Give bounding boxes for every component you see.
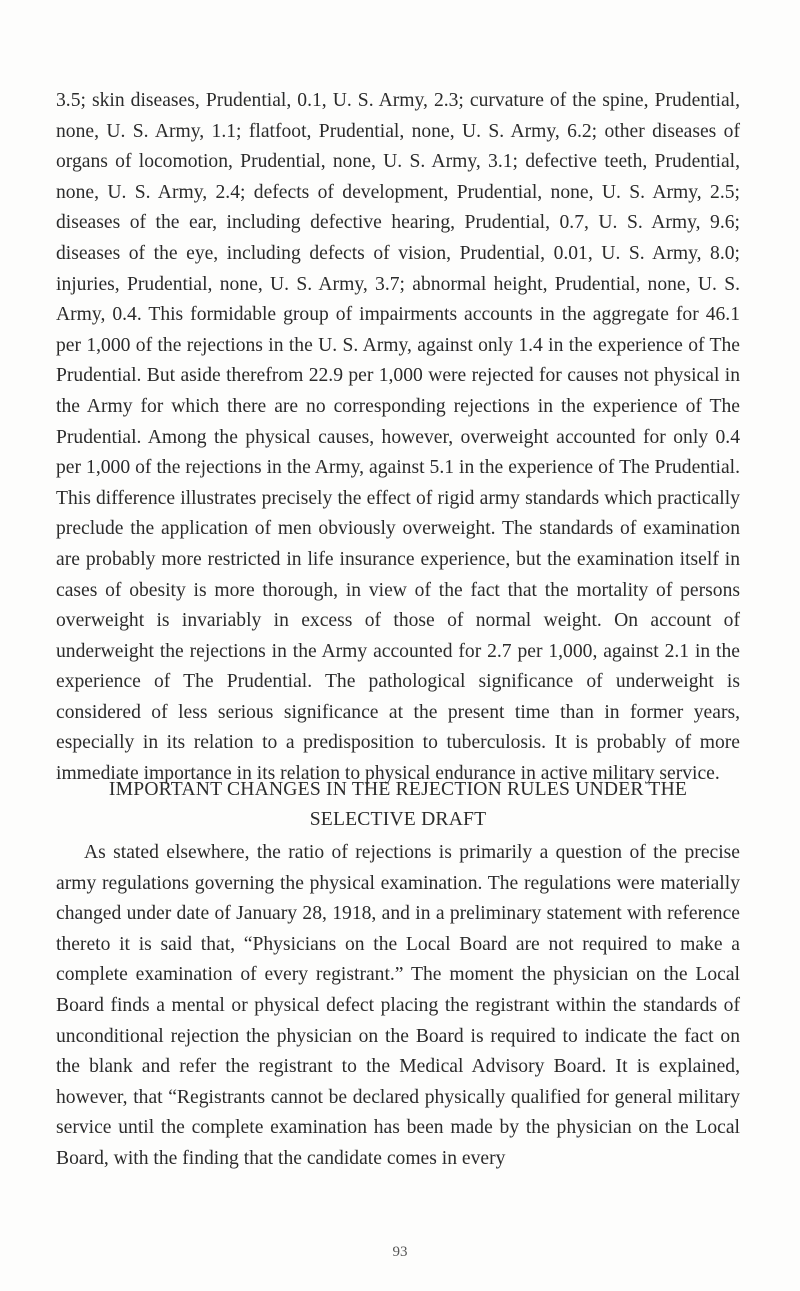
body-paragraph-2: As stated elsewhere, the ratio of rejections is primarily a question of the precise army regulations governing the physical examination. The regulations were materially changed under date of January 28, 1918, and in a preliminary statement with reference thereto it is said that, “Physicians on the Local Board are not required to make a complete examination of every registrant.” The moment the physician on the Local Board finds a mental or physical defect placing the registrant within the standards of unconditional rejection the physician on the Board is required to indicate the fact on the blank and refer the registrant to the Medical Advisory Board. It is explained, however, that “Registrants cannot be declared physically qualified for general military service until the complete examination has been made by the physician on the Local Board, with the finding that the candidate comes in every [56, 842, 740, 1169]
body-paragraph-1: 3.5; skin diseases, Prudential, 0.1, U. S. Army, 2.3; curvature of the spine, Prudential, none, U. S. Army, 1.1; flatfoot, Prudential, none, U. S. Army, 6.2; other diseases of organs of locomotion, Prudential, none, U. S. Army, 3.1; defective teeth, Prudential, none, U. S. Army, 2.4; defects of development, Prudential, none, U. S. Army, 2.5; diseases of the ear, including defective hearing, Prudential, 0.7, U. S. Army, 9.6; diseases of the eye, including defects of vision, Prudential, 0.01, U. S. Army, 8.0; injuries, Prudential, none, U. S. Army, 3.7; abnormal height, Prudential, none, U. S. Army, 0.4. This formidable group of impairments accounts in the aggregate for 46.1 per 1,000 of the rejections in the U. S. Army, against only 1.4 in the experience of The Prudential. But aside therefrom 22.9 per 1,000 were rejected for causes not physical in the Army for which there are no corresponding rejections in the experience of The Prudential. Among the physical causes, however, overweight accounted for only 0.4 per 1,000 of the rejections in the Army, against 5.1 in the experience of The Prudential. This difference illustrates precisely the effect of rigid army standards which practically preclude the application of men obviously overweight. The standards of examination are probably more restricted in life insurance experience, but the examination itself in cases of obesity is more thorough, in view of the fact that the mortality of persons overweight is invariably in excess of those of normal weight. On account of underweight the rejections in the Army accounted for 2.7 per 1,000, against 2.1 in the experience of The Prudential. The pathological significance of underweight is considered of less serious significance at the present time than in former years, especially in its relation to a predisposition to tuberculosis. It is probably of more immediate importance in its relation to physical endurance in active military service. [56, 90, 740, 785]
section-heading: IMPORTANT CHANGES IN THE REJECTION RULES UNDER THE SELECTIVE DRAFT [108, 779, 688, 830]
page-number: 93 [392, 1244, 408, 1260]
